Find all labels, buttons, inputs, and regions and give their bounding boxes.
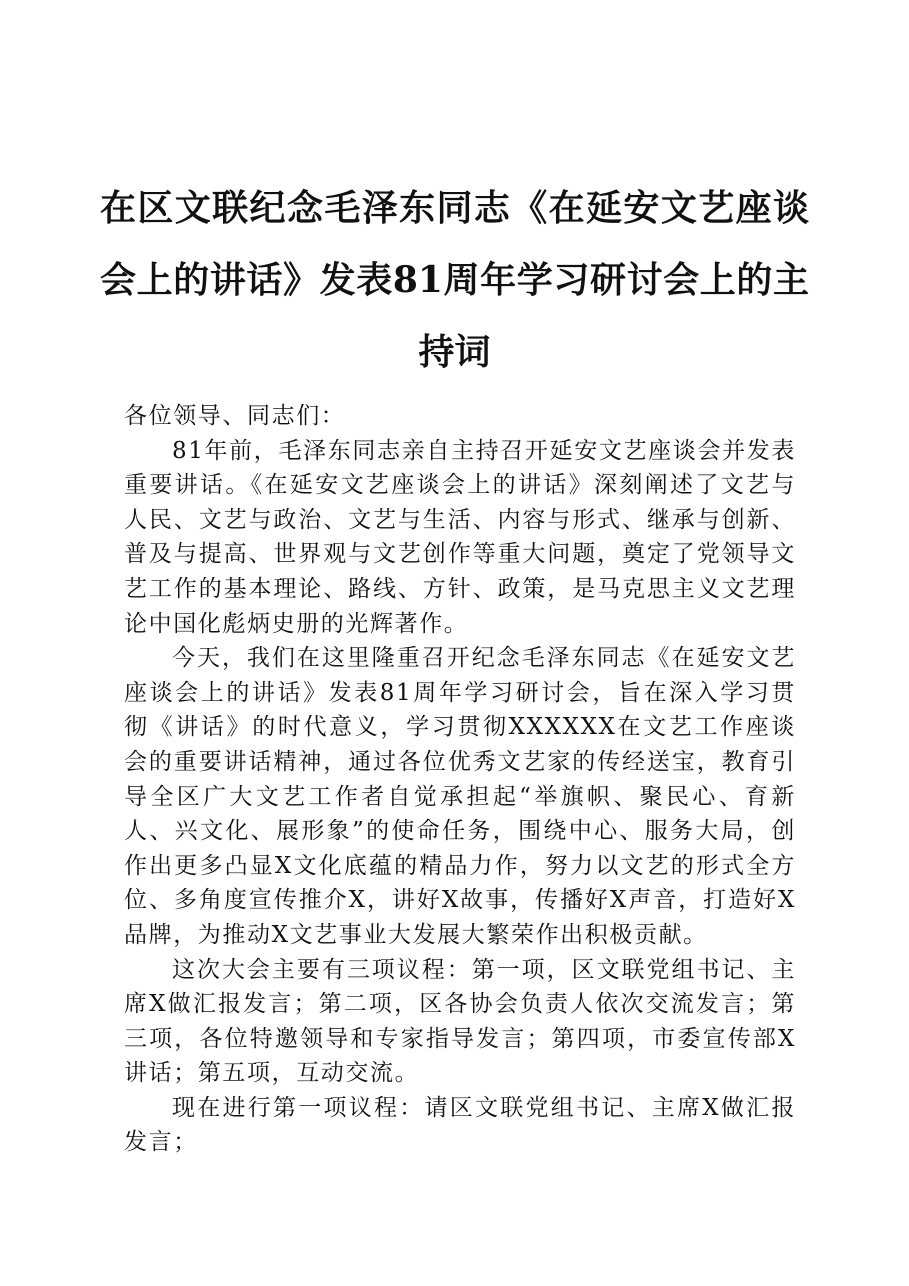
paragraph-1: 81年前，毛泽东同志亲自主持召开延安文艺座谈会并发表重要讲话。《在延安文艺座谈会上的讲话》深刻阐述了文艺与人民、文艺与政治、文艺与生活、内容与形式、继承与创新、普及与提高、世界观与文艺创作等重大问题，奠定了党领导文艺工作的基本理论、路线、方针、政策，是马克思主义文艺理论中国化彪炳史册的光辉著作。 [124, 437, 796, 637]
paragraph-3: 这次大会主要有三项议程：第一项，区文联党组书记、主席X做汇报发言；第二项，区各协会负责人依次交流发言；第三项，各位特邀领导和专家指导发言；第四项，市委宣传部X讲话；第五项，互动交流。 [124, 956, 796, 1087]
salutation: 各位领导、同志们： [124, 403, 346, 429]
paragraph-4: 现在进行第一项议程：请区文联党组书记、主席X做汇报发言； [124, 1094, 796, 1156]
document-body [124, 399, 796, 1160]
document-title: 在区文联纪念毛泽东同志《在延安文艺座谈会上的讲话》发表81周年学习研讨会上的主持词 [100, 187, 809, 373]
paragraph-2: 今天，我们在这里隆重召开纪念毛泽东同志《在延安文艺座谈会上的讲话》发表81周年学习研讨会，旨在深入学习贯彻《讲话》的时代意义，学习贯彻XXXXXX在文艺工作座谈会的重要讲话精神，通过各位优秀文艺家的传经送宝，教育引导全区广大文艺工作者自觉承担起“举旗帜、聚民心、育新人、兴文化、展形象”的使命任务，围绕中心、服务大局，创作出更多凸显X文化底蕴的精品力作，努力以文艺的形式全方位、多角度宣传推介X，讲好X故事，传播好X声音，打造好X品牌，为推动X文艺事业大发展大繁荣作出积极贡献。 [124, 645, 796, 948]
